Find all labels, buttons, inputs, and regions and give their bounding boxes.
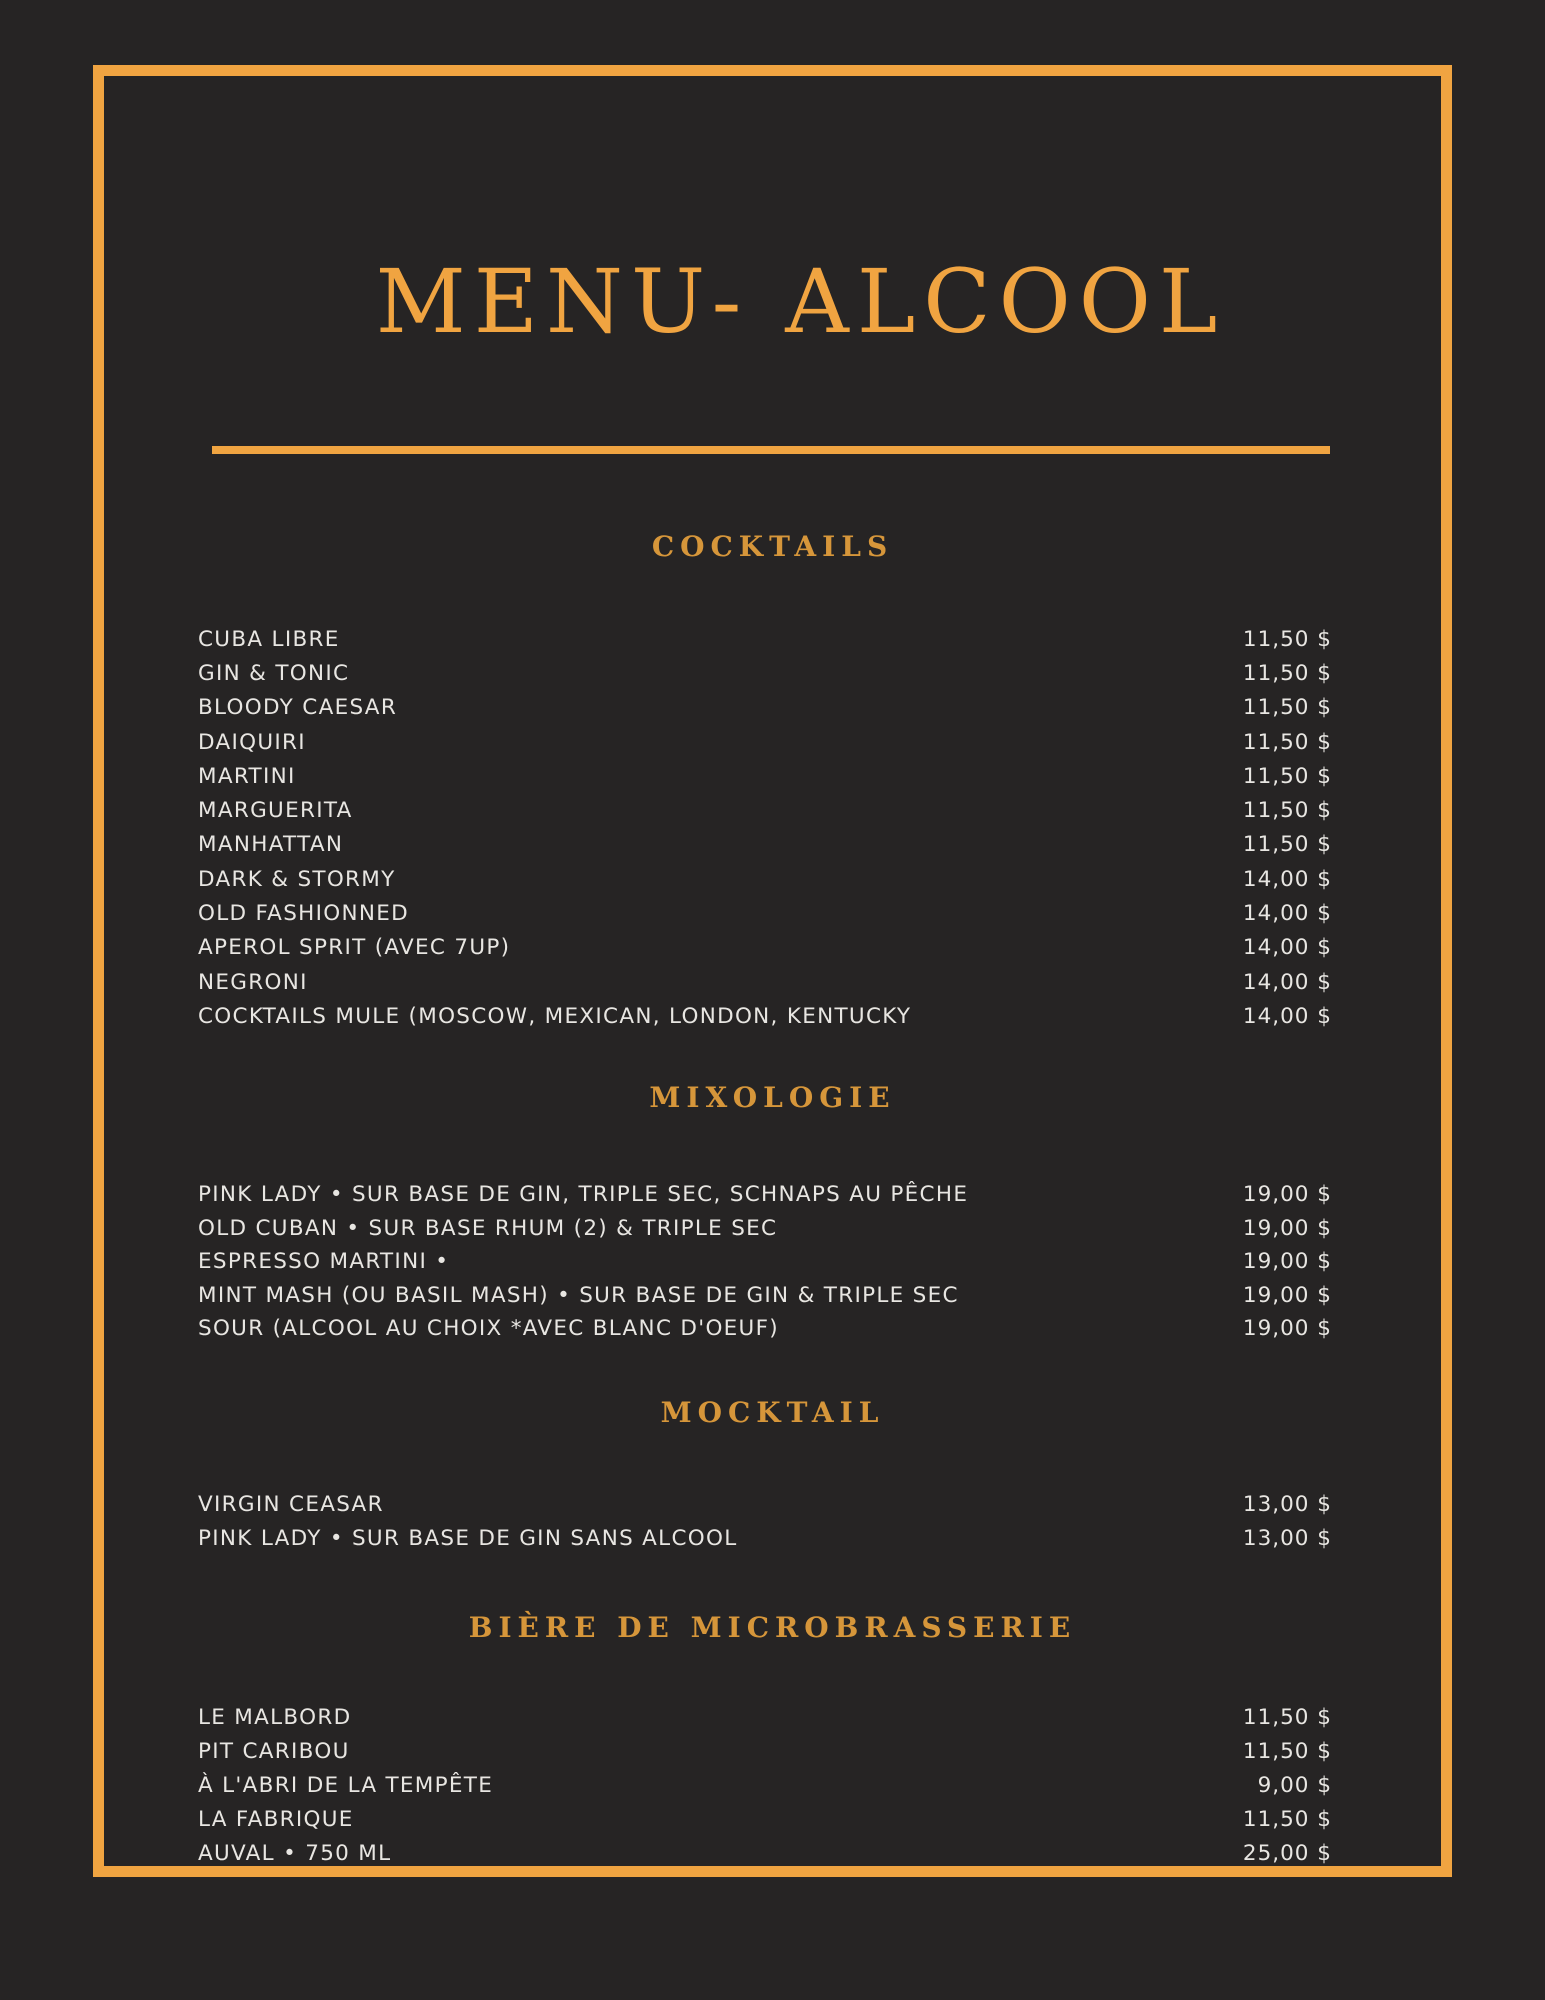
section-list-cocktails bbox=[198, 622, 1332, 1034]
menu-item-row bbox=[198, 965, 1332, 999]
item-name: APEROL SPRIT (AVEC 7UP) bbox=[198, 935, 511, 961]
item-name: PINK LADY • SUR BASE DE GIN, TRIPLE SEC, SCHNAPS AU PÊCHE bbox=[198, 1182, 969, 1208]
item-price: 25,00 $ bbox=[1242, 1840, 1332, 1866]
menu-item-row bbox=[198, 656, 1332, 690]
item-name: BLOODY CAESAR bbox=[198, 695, 398, 721]
section-heading-biere-de-microbrasserie: BIÈRE DE MICROBRASSERIE bbox=[468, 1611, 1077, 1644]
item-name: OLD FASHIONNED bbox=[198, 901, 409, 927]
menu-item-row bbox=[198, 1802, 1332, 1836]
menu-title: MENU- ALCOOL bbox=[375, 250, 1226, 353]
menu-item-row bbox=[198, 862, 1332, 896]
item-name: COCKTAILS MULE (MOSCOW, MEXICAN, LONDON, KENTUCKY bbox=[198, 1003, 912, 1029]
menu-item-row bbox=[198, 793, 1332, 827]
item-price: 14,00 $ bbox=[1242, 969, 1332, 995]
item-price: 11,50 $ bbox=[1242, 1806, 1332, 1832]
item-price: 19,00 $ bbox=[1242, 1215, 1332, 1241]
item-name: LE MALBORD bbox=[198, 1704, 352, 1730]
menu-item-row bbox=[198, 691, 1332, 725]
section-heading-cocktails: COCKTAILS bbox=[651, 530, 894, 563]
item-price: 13,00 $ bbox=[1242, 1491, 1332, 1517]
menu-item-row bbox=[198, 1768, 1332, 1802]
item-price: 9,00 $ bbox=[1257, 1772, 1332, 1798]
item-price: 11,50 $ bbox=[1242, 1704, 1332, 1730]
item-name: PIT CARIBOU bbox=[198, 1738, 350, 1764]
menu-item-row bbox=[198, 1212, 1332, 1246]
item-name: MARGUERITA bbox=[198, 798, 353, 824]
menu-item-row bbox=[198, 931, 1332, 965]
item-name: MINT MASH (OU BASIL MASH) • SUR BASE DE GIN & TRIPLE SEC bbox=[198, 1282, 959, 1308]
item-name: MARTINI bbox=[198, 763, 296, 789]
item-price: 11,50 $ bbox=[1242, 1738, 1332, 1764]
item-price: 14,00 $ bbox=[1242, 901, 1332, 927]
section-list-biere bbox=[198, 1700, 1332, 1870]
menu-item-row bbox=[198, 1522, 1332, 1557]
item-price: 19,00 $ bbox=[1242, 1249, 1332, 1275]
menu-item-row bbox=[198, 759, 1332, 793]
menu-item-row bbox=[198, 1245, 1332, 1279]
item-price: 11,50 $ bbox=[1242, 695, 1332, 721]
menu-item-row bbox=[198, 999, 1332, 1033]
item-name: LA FABRIQUE bbox=[198, 1806, 354, 1832]
menu-item-row bbox=[198, 622, 1332, 656]
item-name: OLD CUBAN • SUR BASE RHUM (2) & TRIPLE SEC bbox=[198, 1215, 778, 1241]
menu-item-row bbox=[198, 1279, 1332, 1313]
item-price: 19,00 $ bbox=[1242, 1282, 1332, 1308]
item-name: VIRGIN CEASAR bbox=[198, 1491, 384, 1517]
item-name: DAIQUIRI bbox=[198, 729, 306, 755]
item-price: 11,50 $ bbox=[1242, 626, 1332, 652]
item-price: 11,50 $ bbox=[1242, 832, 1332, 858]
menu-item-row bbox=[198, 1836, 1332, 1870]
section-heading-mixologie: MIXOLOGIE bbox=[649, 1081, 896, 1114]
item-name: ESPRESSO MARTINI • bbox=[198, 1249, 450, 1275]
item-price: 14,00 $ bbox=[1242, 866, 1332, 892]
menu-item-row bbox=[198, 1700, 1332, 1734]
menu-item-row bbox=[198, 725, 1332, 759]
item-price: 19,00 $ bbox=[1242, 1182, 1332, 1208]
item-price: 13,00 $ bbox=[1242, 1526, 1332, 1552]
item-price: 11,50 $ bbox=[1242, 798, 1332, 824]
section-list-mixologie bbox=[198, 1178, 1332, 1346]
menu-item-row bbox=[198, 1487, 1332, 1522]
title-divider bbox=[212, 446, 1330, 454]
item-name: GIN & TONIC bbox=[198, 660, 350, 686]
item-name: AUVAL • 750 ML bbox=[198, 1840, 392, 1866]
item-name: CUBA LIBRE bbox=[198, 626, 340, 652]
item-name: SOUR (ALCOOL AU CHOIX *AVEC BLANC D'OEUF) bbox=[198, 1316, 779, 1342]
item-name: NEGRONI bbox=[198, 969, 308, 995]
item-name: DARK & STORMY bbox=[198, 866, 396, 892]
menu-item-row bbox=[198, 1178, 1332, 1212]
item-name: MANHATTAN bbox=[198, 832, 344, 858]
item-price: 14,00 $ bbox=[1242, 935, 1332, 961]
menu-item-row bbox=[198, 828, 1332, 862]
item-price: 11,50 $ bbox=[1242, 729, 1332, 755]
section-heading-mocktail: MOCKTAIL bbox=[660, 1396, 885, 1429]
item-name: PINK LADY • SUR BASE DE GIN SANS ALCOOL bbox=[198, 1526, 738, 1552]
menu-item-row bbox=[198, 1312, 1332, 1346]
item-price: 11,50 $ bbox=[1242, 763, 1332, 789]
item-price: 11,50 $ bbox=[1242, 660, 1332, 686]
section-list-mocktail bbox=[198, 1487, 1332, 1556]
item-price: 19,00 $ bbox=[1242, 1316, 1332, 1342]
item-name: À L'ABRI DE LA TEMPÊTE bbox=[198, 1772, 494, 1798]
menu-item-row bbox=[198, 896, 1332, 930]
item-price: 14,00 $ bbox=[1242, 1003, 1332, 1029]
menu-item-row bbox=[198, 1734, 1332, 1768]
